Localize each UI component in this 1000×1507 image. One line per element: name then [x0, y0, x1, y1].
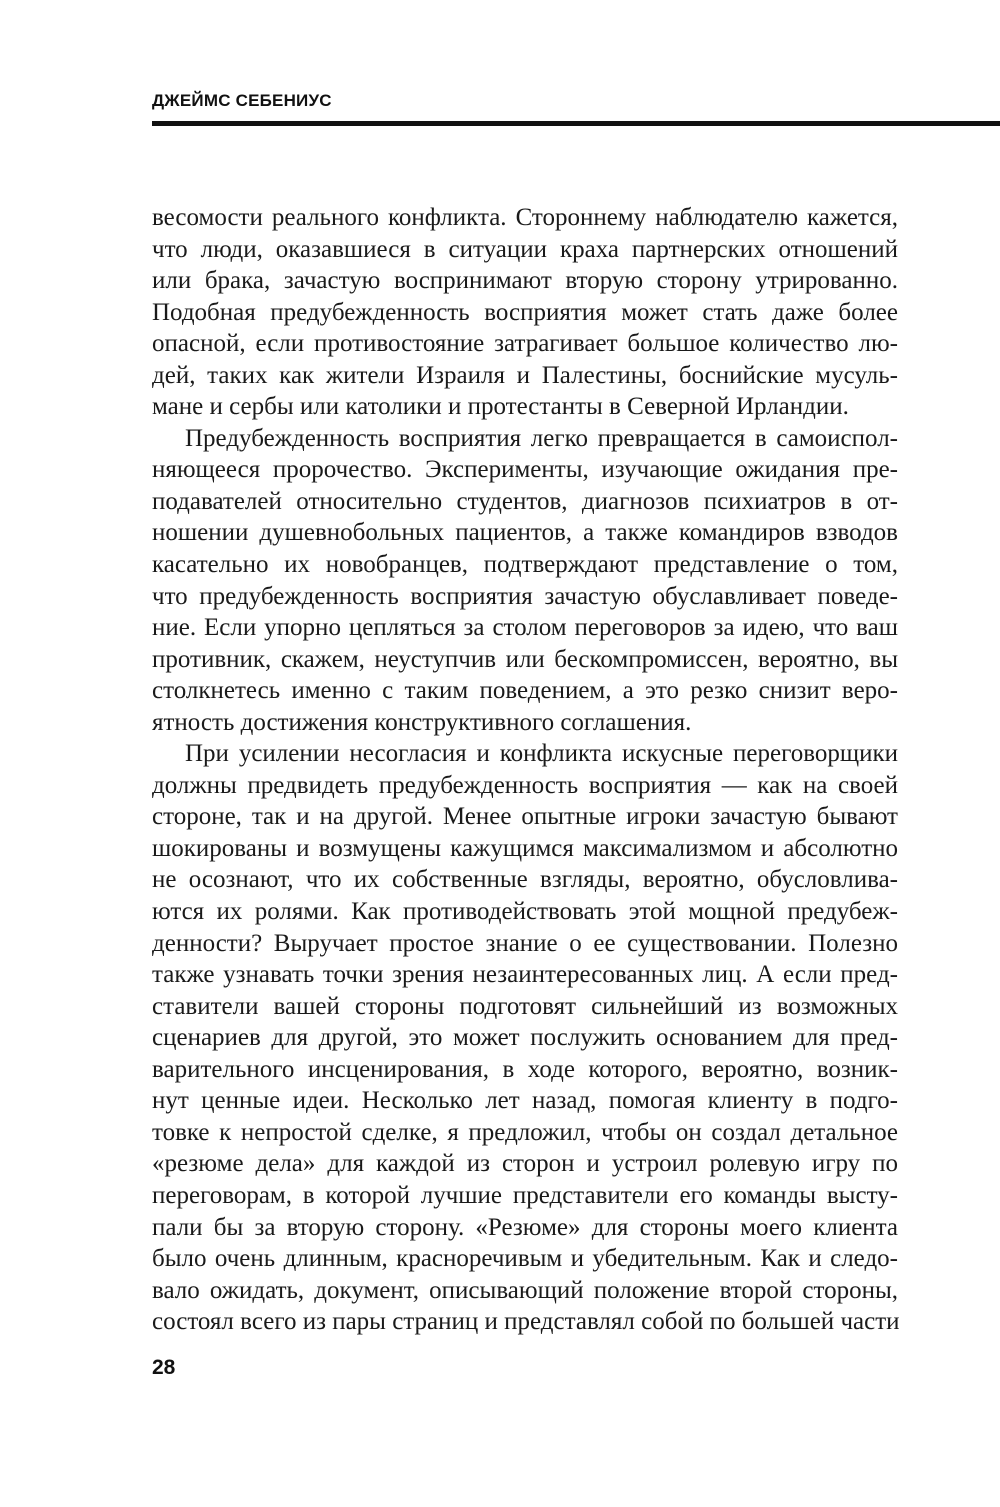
text-line: варительного инсценирования, в ходе которого, вероятно, возник-	[152, 1055, 898, 1083]
text-line: подавателей относительно студентов, диагнозов психиатров в от-	[152, 487, 898, 515]
text-line: ношении душевнобольных пациентов, а также командиров взводов	[152, 519, 898, 547]
text-line: сценариев для другой, это может послужить основанием для пред-	[152, 1024, 898, 1052]
running-head: ДЖЕЙМС СЕБЕНИУС	[152, 91, 332, 110]
text-line: няющееся пророчество. Эксперименты, изучающие ожидания пре-	[152, 456, 898, 484]
text-line: мане и сербы или католики и протестанты в Северной Ирландии.	[152, 393, 849, 421]
text-line: товке к непростой сделке, я предложил, чтобы он создал детальное	[152, 1118, 898, 1146]
text-line: стороне, так и на другой. Менее опытные игроки зачастую бывают	[152, 803, 898, 831]
text-line: не осознают, что их собственные взгляды, вероятно, обусловлива-	[152, 866, 898, 894]
text-line: «резюме дела» для каждой из сторон и устроил ролевую игру по	[152, 1150, 898, 1178]
text-line: что люди, оказавшиеся в ситуации краха партнерских отношений	[152, 235, 898, 263]
header-rule	[152, 121, 1000, 126]
text-line: ятность достижения конструктивного соглашения.	[152, 708, 692, 736]
text-line: дей, таких как жители Израиля и Палестины, боснийские мусуль-	[152, 361, 898, 389]
text-line: денности? Выручает простое знание о ее существовании. Полезно	[152, 929, 898, 957]
text-line: Предубежденность восприятия легко превращается в самоиспол-	[185, 424, 898, 452]
text-line: ставители вашей стороны подготовят сильнейший из возможных	[152, 992, 898, 1020]
text-line: переговорам, в которой лучшие представители его команды высту-	[152, 1181, 898, 1209]
text-line: ние. Если упорно цепляться за столом переговоров за идею, что ваш	[152, 614, 898, 642]
text-line: ются их ролями. Как противодействовать этой мощной предубеж-	[152, 898, 898, 926]
text-line: При усилении несогласия и конфликта искусные переговорщики	[185, 740, 898, 768]
text-line: столкнетесь именно с таким поведением, а это резко снизит веро-	[152, 677, 898, 705]
body-text	[152, 202, 898, 1338]
text-line: или брака, зачастую воспринимают вторую сторону утрированно.	[152, 267, 898, 295]
text-line: было очень длинным, красноречивым и убедительным. Как и следо-	[152, 1245, 898, 1273]
text-line: касательно их новобранцев, подтверждают представление о том,	[152, 551, 898, 579]
text-line: нут ценные идеи. Несколько лет назад, помогая клиенту в подго-	[152, 1087, 898, 1115]
text-line: пали бы за вторую сторону. «Резюме» для стороны моего клиента	[152, 1213, 898, 1241]
text-line: противник, скажем, неуступчив или бескомпромиссен, вероятно, вы	[152, 645, 898, 673]
text-line: состоял всего из пары страниц и представлял собой по большей части	[152, 1308, 900, 1336]
text-line: вало ожидать, документ, описывающий положение второй стороны,	[152, 1276, 898, 1304]
page-number: 28	[152, 1356, 176, 1379]
text-line: также узнавать точки зрения незаинтересованных лиц. А если пред-	[152, 961, 898, 989]
text-line: опасной, если противостояние затрагивает большое количество лю-	[152, 330, 898, 358]
text-line: шокированы и возмущены кажущимся максимализмом и абсолютно	[152, 834, 898, 862]
text-line: что предубежденность восприятия зачастую обуславливает поведе-	[152, 582, 898, 610]
text-line: Подобная предубежденность восприятия может стать даже более	[152, 298, 898, 326]
text-line: весомости реального конфликта. Стороннему наблюдателю кажется,	[152, 204, 898, 231]
text-line: должны предвидеть предубежденность восприятия — как на своей	[152, 771, 898, 799]
